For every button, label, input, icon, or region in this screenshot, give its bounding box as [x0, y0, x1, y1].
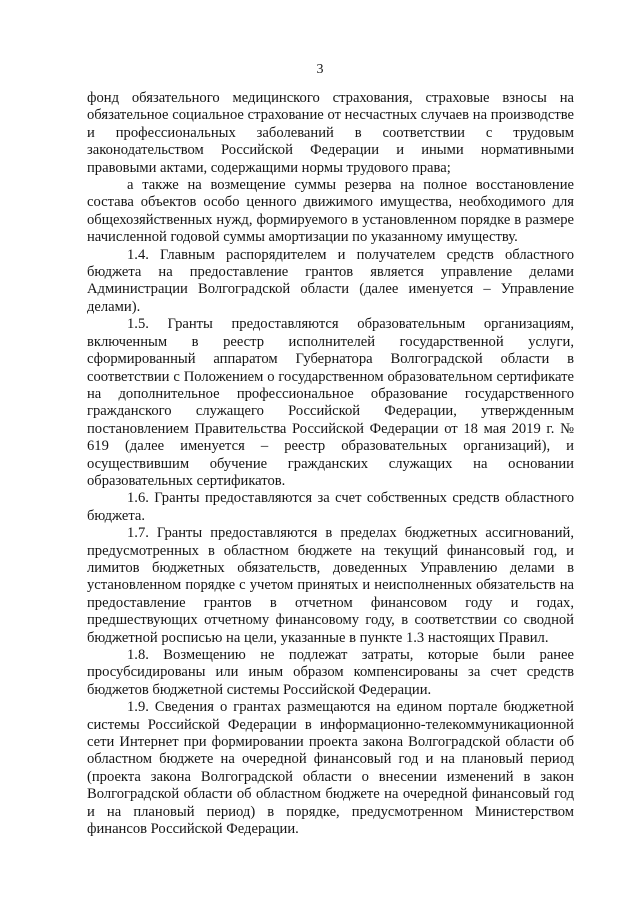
paragraph-1-6: 1.6. Гранты предоставляются за счет собственных средств областного бюджета. [87, 490, 574, 524]
paragraph-1-9: 1.9. Сведения о грантах размещаются на едином портале бюджетной системы Российской Федерации в информационно-телекоммуникационной сети Интернет при формировании проекта закона Волгоградской области об областном бюджете на очередной финансовый год и на плановый период (проекта закона Волгоградской области о внесении изменений в закон Волгоградской области об областном бюджете на очередной финансовый год и на плановый период) в порядке, предусмотренном Министерством финансов Российской Федерации. [87, 699, 574, 838]
paragraph-reserve-compensation: а также на возмещение суммы резерва на полное восстановление состава объектов особо ценного движимого имущества, необходимого для общехозяйственных нужд, формируемого в установленном порядке в размере начисленной годовой суммы амортизации по указанному имуществу. [87, 177, 574, 246]
paragraph-1-5: 1.5. Гранты предоставляются образовательным организациям, включенным в реестр исполнителей государственной услуги, сформированный аппаратом Губернатора Волгоградской области в соответствии с Положением о государственном образовательном сертификате на дополнительное профессиональное образование государственного гражданского служащего Российской Федерации, утвержденным постановлением Правительства Российской Федерации от 18 мая 2019 г. № 619 (далее именуется – реестр образовательных организаций), и осуществившим обучение гражданских служащих на основании образовательных сертификатов. [87, 316, 574, 489]
document-body [87, 90, 574, 838]
paragraph-1-8: 1.8. Возмещению не подлежат затраты, которые были ранее просубсидированы или иным образом компенсированы за счет средств бюджетов бюджетной системы Российской Федерации. [87, 647, 574, 698]
paragraph-1-4: 1.4. Главным распорядителем и получателем средств областного бюджета на предоставление грантов является управление делами Администрации Волгоградской области (далее именуется – Управление делами). [87, 246, 574, 315]
page-number: 3 [316, 62, 324, 77]
paragraph-1-7: 1.7. Гранты предоставляются в пределах бюджетных ассигнований, предусмотренных в областном бюджете на текущий финансовый год, и лимитов бюджетных обязательств, доведенных Управлению делами в установленном порядке с учетом принятых и неисполненных обязательств на предоставление грантов в отчетном финансовом году и годах, предшествующих отчетному финансовому году, в соответствии со сводной бюджетной росписью на цели, указанные в пункте 1.3 настоящих Правил. [87, 525, 574, 646]
paragraph-continuation: фонд обязательного медицинского страхования, страховые взносы на обязательное социальное страхование от несчастных случаев на производстве и профессиональных заболеваний в соответствии с трудовым законодательством Российской Федерации и иными нормативными правовыми актами, содержащими нормы трудового права; [87, 90, 574, 176]
